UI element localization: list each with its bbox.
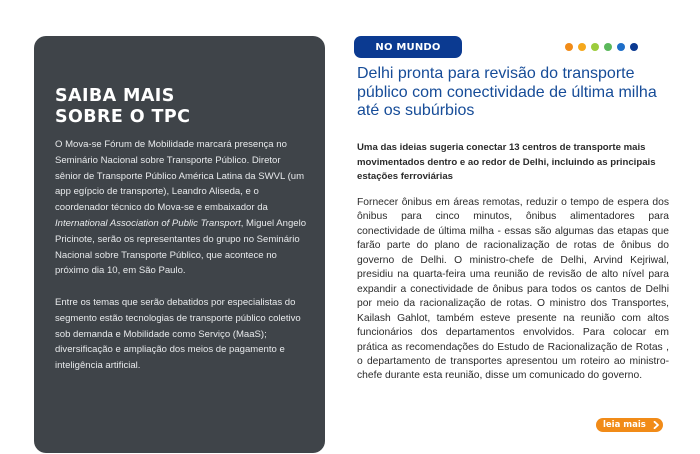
card-title-line-1: SAIBA MAIS [55, 86, 175, 106]
dot-6 [630, 43, 638, 51]
card-paragraph-2: Entre os temas que serão debatidos por especialistas do segmento estão tecnologias de transporte público coletivo sob demanda e Mobilidade como Serviço (MaaS); diversificação e ampliação dos meios de pagamento e inteligência artificial. [55, 296, 301, 372]
article-body: Fornecer ônibus em áreas remotas, reduzir o tempo de espera dos ônibus para cinco minutos, ônibus alimentadores para conectividade de última milha - essas são algumas das etapas que farão parte do plano de racionalização de rotas de ônibus do governo de Delhi. O ministro-chefe de Delhi, Arvind Kejriwal, presidiu na quarta-feira uma reunião de revisão de alto nível para expandir a conectividade de ônibus para todos os cantos de Delhi por meio da racionalização de rotas. O ministro dos Transportes, Kailash Gahlot, também esteve presente na reunião com altos funcionários dos departamentos envolvidos. Para colocar em prática as recomendações do Estudo de Racionalização de Rotas , o departamento de transportes apresentou um roteiro ao ministro-chefe durante esta reunião, disse um comunicado do governo. [357, 197, 669, 382]
chevron-right-icon [651, 418, 663, 432]
card-paragraph-1 [55, 137, 309, 279]
dot-3 [591, 43, 599, 51]
dot-1 [565, 43, 573, 51]
card-paragraph-1-text-b: , Miguel Angelo Pricinote, serão os representantes do grupo no Seminário Nacional sobre Transporte Público, que acontece no próximo dia 10, em São Paulo. [55, 217, 307, 277]
card-paragraph-1-italic: International Association of Public Transport [55, 217, 241, 229]
card-paragraph-1-text-a: O Mova-se Fórum de Mobilidade marcará presença no Seminário Nacional sobre Transporte Público. Diretor sênior de Transporte Público América Latina da SWVL (um app egípcio de transporte), Leandro Aliseda, e o coordenador técnico do Mova-se e embaixador da [55, 139, 305, 214]
read-more-label: leia mais [596, 418, 651, 432]
dot-5 [617, 43, 625, 51]
article-headline: Delhi pronta para revisão do transporte público com conectividade de última milha até os subúrbios [357, 65, 657, 119]
dot-4 [604, 43, 612, 51]
card-title-line-2: SOBRE O TPC [55, 107, 191, 127]
article-lead: Uma das ideias sugeria conectar 13 centros de transporte mais movimentados dentro e ao redor de Delhi, incluindo as principais estações ferroviárias [357, 142, 656, 183]
info-card [34, 36, 325, 453]
card-title [55, 86, 309, 128]
color-dots [565, 43, 638, 51]
read-more-button[interactable] [596, 418, 663, 432]
section-tag: NO MUNDO [354, 36, 462, 58]
dot-2 [578, 43, 586, 51]
